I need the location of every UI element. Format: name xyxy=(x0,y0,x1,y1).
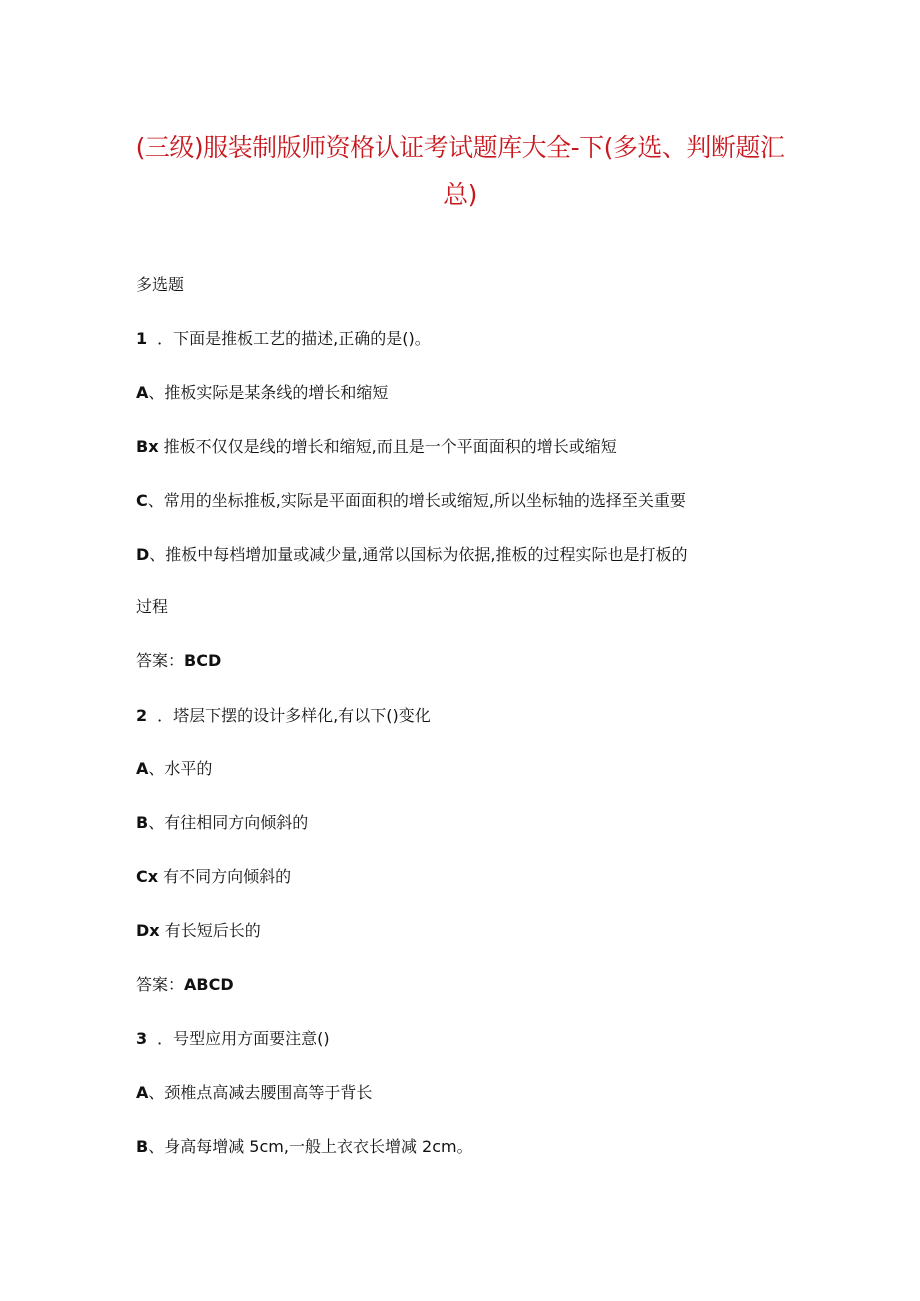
line-text: 有不同方向倾斜的 xyxy=(158,867,292,886)
document-line xyxy=(136,490,686,512)
document-line xyxy=(136,1136,473,1158)
line-prefix: 答案： xyxy=(136,975,185,994)
line-prefix: B xyxy=(136,1137,149,1156)
line-text: 有长短后长的 xyxy=(159,921,261,940)
line-prefix: D xyxy=(136,545,150,564)
document-line xyxy=(136,1082,372,1104)
document-line xyxy=(136,328,431,350)
line-text: ．号型应用方面要注意() xyxy=(157,1029,330,1048)
line-text: ．下面是推板工艺的描述,正确的是()。 xyxy=(157,329,431,348)
line-prefix: A xyxy=(136,759,149,778)
line-text: 过程 xyxy=(136,597,169,616)
document-line xyxy=(136,758,212,780)
line-prefix: 2 xyxy=(136,706,148,725)
line-prefix: 3 xyxy=(136,1029,148,1048)
line-text: 推板不仅仅是线的增长和缩短,而且是一个平面面积的增长或缩短 xyxy=(158,437,617,456)
document-title-line-1: (三级)服装制版师资格认证考试题库大全-下(多选、判断题汇 xyxy=(135,133,785,162)
line-prefix: Cx xyxy=(136,867,159,886)
line-text: 、有往相同方向倾斜的 xyxy=(148,813,309,832)
document-line xyxy=(136,544,687,566)
line-prefix: A xyxy=(136,383,149,402)
line-text: 、水平的 xyxy=(148,759,213,778)
line-text: BCD xyxy=(184,651,222,670)
document-line xyxy=(136,705,431,727)
line-prefix: 1 xyxy=(136,329,148,348)
line-prefix: C xyxy=(136,491,148,510)
line-text: 、身高每增减 5cm,一般上衣衣长增减 2cm。 xyxy=(148,1137,473,1156)
document-line xyxy=(136,974,234,996)
line-prefix: 答案： xyxy=(136,651,185,670)
document-title-line-2: 总) xyxy=(443,180,477,209)
document-line xyxy=(136,1028,330,1050)
line-text: ．塔层下摆的设计多样化,有以下()变化 xyxy=(157,706,431,725)
document-line xyxy=(136,382,388,404)
section-heading: 多选题 xyxy=(136,275,185,294)
line-text: 、常用的坐标推板,实际是平面面积的增长或缩短,所以坐标轴的选择至关重要 xyxy=(147,491,686,510)
document-line xyxy=(136,866,291,888)
line-text: ABCD xyxy=(184,975,234,994)
document-line xyxy=(136,596,168,618)
line-prefix: Dx xyxy=(136,921,160,940)
document-line xyxy=(136,920,261,942)
document-line xyxy=(136,436,617,458)
document-line xyxy=(136,650,221,672)
line-text: 、推板实际是某条线的增长和缩短 xyxy=(148,383,389,402)
document-line xyxy=(136,812,308,834)
line-text: 、推板中每档增加量或减少量,通常以国标为依据,推板的过程实际也是打板的 xyxy=(149,545,688,564)
line-prefix: B xyxy=(136,813,149,832)
line-prefix: Bx xyxy=(136,437,159,456)
line-prefix: A xyxy=(136,1083,149,1102)
line-text: 、颈椎点高减去腰围高等于背长 xyxy=(148,1083,373,1102)
